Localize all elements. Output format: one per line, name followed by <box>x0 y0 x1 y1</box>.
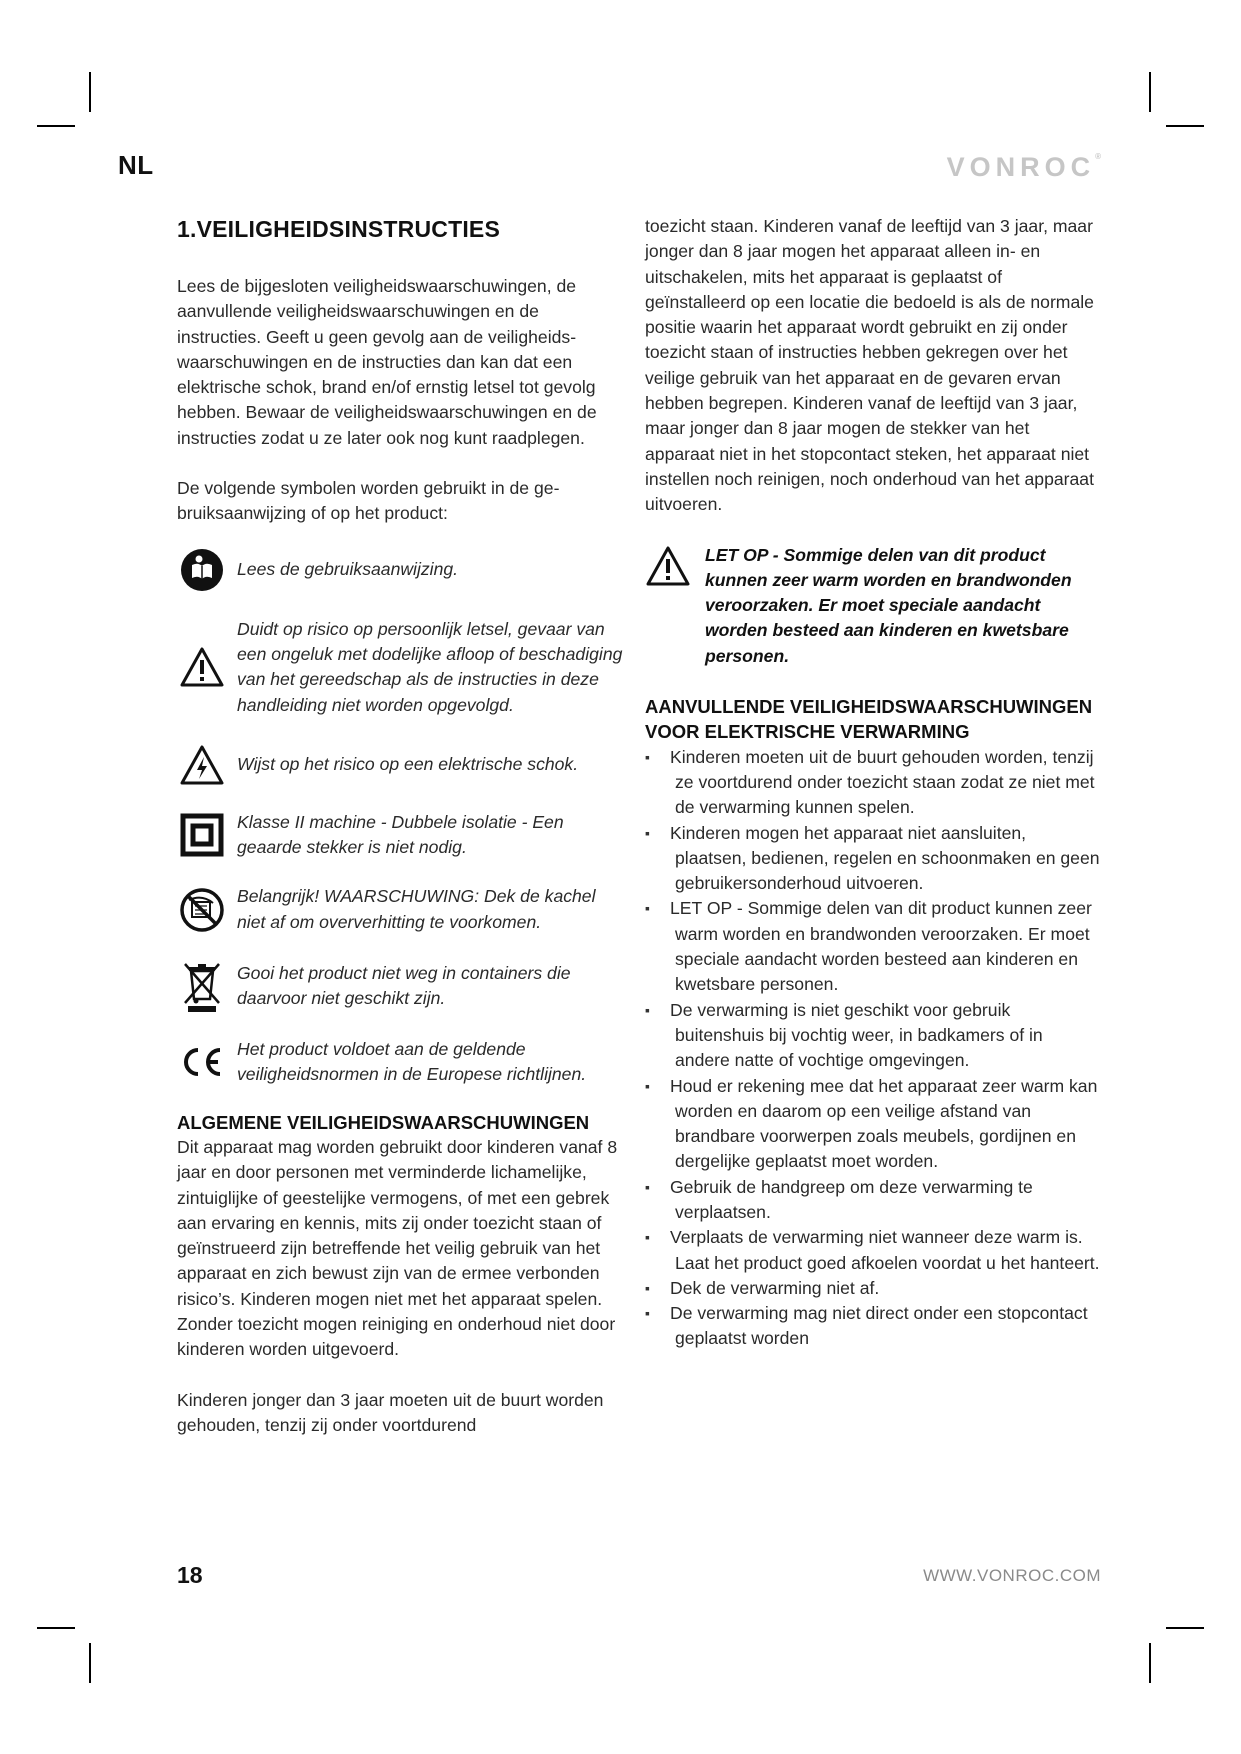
hot-surface-warning <box>645 543 1101 669</box>
ce-mark-icon <box>177 1046 227 1078</box>
list-item: ▪ Dek de verwarming niet af. <box>645 1276 1101 1301</box>
weee-bin-icon <box>177 959 227 1013</box>
warning-text: LET OP - Sommige delen van dit product kunnen zeer warm worden en brandwonden veroorzaken. Er moet speciale aandacht worden besteed aan kinderen en kwetsbare personen. <box>705 544 1072 666</box>
electric-shock-icon <box>177 744 227 786</box>
symbol-item <box>177 884 627 935</box>
symbols-intro: De volgende symbolen worden gebruikt in de gebruiksaanwijzing of op het product: <box>177 478 560 524</box>
additional-warnings-list <box>645 745 1101 1352</box>
language-code: NL <box>118 150 154 180</box>
symbol-description: Belangrijk! WAARSCHUWING: Dek de kachel niet af om oververhitting te voorkomen. <box>237 886 596 932</box>
symbol-item <box>177 547 627 593</box>
symbol-description: Het product voldoet aan de geldende veiligheidsnormen in de Europese richtlijnen. <box>237 1039 587 1085</box>
crop-mark <box>37 125 75 127</box>
symbol-description: Lees de gebruiksaanwijzing. <box>237 559 459 580</box>
additional-warnings-heading: AANVULLENDE VEILIGHEIDSWAARSCHUWINGEN VOOR ELEKTRISCHE VERWARMING <box>645 696 1093 743</box>
symbol-item <box>177 959 627 1013</box>
symbol-description: Wijst op het risico op een elektrische schok. <box>237 754 579 775</box>
list-item: ▪ LET OP - Sommige delen van dit product kunnen zeer warm worden en brandwonden veroorzaken. Er moet speciale aandacht worden besteed aan kinderen en kwetsbare personen. <box>645 896 1101 997</box>
symbol-description: Gooi het product niet weg in containers die daarvoor niet geschikt zijn. <box>237 962 571 1009</box>
list-item: ▪ De verwarming mag niet direct onder een stopcontact geplaatst worden <box>645 1301 1101 1352</box>
list-item: ▪ De verwarming is niet geschikt voor gebruik buitenshuis bij vochtig weer, in badkamers of in andere natte of vochtige omgevingen. <box>645 998 1101 1074</box>
right-column <box>645 214 1101 1352</box>
section-heading: 1.VEILIGHEIDSINSTRUCTIES <box>177 216 501 242</box>
left-column <box>177 214 627 1438</box>
symbol-item <box>177 744 627 786</box>
list-item: ▪ Gebruik de handgreep om deze verwarming te verplaatsen. <box>645 1175 1101 1226</box>
crop-mark <box>1149 1643 1151 1683</box>
warning-icon <box>177 646 227 688</box>
list-item: ▪ Houd er rekening mee dat het apparaat zeer warm kan worden en daarom op een veilige afstand van brandbare voorwerpen zoals meubels, gordijnen en dergelijke geplaatst moet worden. <box>645 1074 1101 1175</box>
crop-mark <box>1149 72 1151 112</box>
website-url: WWW.VONROC.COM <box>923 1566 1101 1585</box>
intro-paragraph: Lees de bijgesloten veiligheidswaarschuwingen, de aanvullende veiligheidswaarschuwingen en de instructies. Geeft u geen gevolg aan de veiligheidswaarschuwingen en de instructies dan kan dat een elektrische schok, brand en/of ernstig letsel tot gevolg hebben. Bewaar de veiligheidswaarschuwingen en de instructies zodat u ze later ook nog kunt raadplegen. <box>177 276 597 448</box>
crop-mark <box>1166 125 1204 127</box>
brand-logo: VONROC® <box>946 152 1101 182</box>
brand-name: VONROC <box>946 152 1096 182</box>
warning-icon <box>645 543 695 594</box>
crop-mark <box>89 72 91 112</box>
symbol-item <box>177 617 627 718</box>
crop-mark <box>1166 1627 1204 1629</box>
manual-icon <box>177 547 227 593</box>
symbol-item <box>177 1037 627 1088</box>
list-item: ▪ Kinderen mogen het apparaat niet aansluiten, plaatsen, bedienen, regelen en schoonmaken en geen gebruikersonderhoud uitvoeren. <box>645 821 1101 897</box>
do-not-cover-icon <box>177 887 227 933</box>
crop-mark <box>89 1643 91 1683</box>
general-paragraph: Kinderen jonger dan 3 jaar moeten uit de buurt worden gehouden, tenzij zij onder voortdurend <box>177 1389 604 1435</box>
symbol-item <box>177 810 627 861</box>
symbol-description: Duidt op risico op persoonlijk letsel, gevaar van een ongeluk met dodelijke afloop of beschadiging van het gereedschap als de instructies in deze handleiding niet worden opgevolgd. <box>237 618 623 715</box>
symbol-list <box>177 547 627 1088</box>
crop-mark <box>37 1627 75 1629</box>
general-paragraph: Zonder toezicht mogen reiniging en onderhoud niet door kinderen worden uitgevoerd. <box>177 1314 616 1360</box>
symbol-description: Klasse II machine - Dubbele isolatie - Een geaarde stekker is niet nodig. <box>237 811 564 858</box>
class-ii-icon <box>177 813 227 857</box>
continued-paragraph: toezicht staan. Kinderen vanaf de leeftijd van 3 jaar, maar jonger dan 8 jaar mogen het apparaat alleen in- en uitschakelen, mits het apparaat is geplaatst of geïnstalleerd op een locatie die bedoeld is als de normale positie waarin het apparaat wordt gebruikt en zij onder toezicht staan of instructies hebben gekregen over het veilige gebruik van het apparaat en de gevaren ervan hebben begrepen. Kinderen vanaf de leeftijd van 3 jaar, maar jonger dan 8 jaar mogen de stekker van het apparaat niet in het stopcontact steken, het apparaat niet instellen noch reinigen, noch onderhoud van het apparaat uitvoeren. <box>645 216 1094 515</box>
general-warnings-heading: ALGEMENE VEILIGHEIDSWAARSCHUWINGEN <box>177 1111 590 1133</box>
general-paragraph: Dit apparaat mag worden gebruikt door kinderen vanaf 8 jaar en door personen met verminderde lichamelijke, zintuiglijke of geestelijke vermogens, of met een gebrek aan ervaring en kennis, mits zij onder toezicht staan of geïnstrueerd zijn betreffende het veilig gebruik van het apparaat en zich bewust zijn van de ermee verbonden risico’s. Kinderen mogen niet met het apparaat spelen. <box>177 1136 618 1309</box>
page-number: 18 <box>177 1562 203 1588</box>
list-item: ▪ Verplaats de verwarming niet wanneer deze warm is. Laat het product goed afkoelen voordat u het hanteert. <box>645 1225 1101 1276</box>
list-item: ▪ Kinderen moeten uit de buurt gehouden worden, tenzij ze voortdurend onder toezicht staan zodat ze niet met de verwarming kunnen spelen. <box>645 745 1101 821</box>
